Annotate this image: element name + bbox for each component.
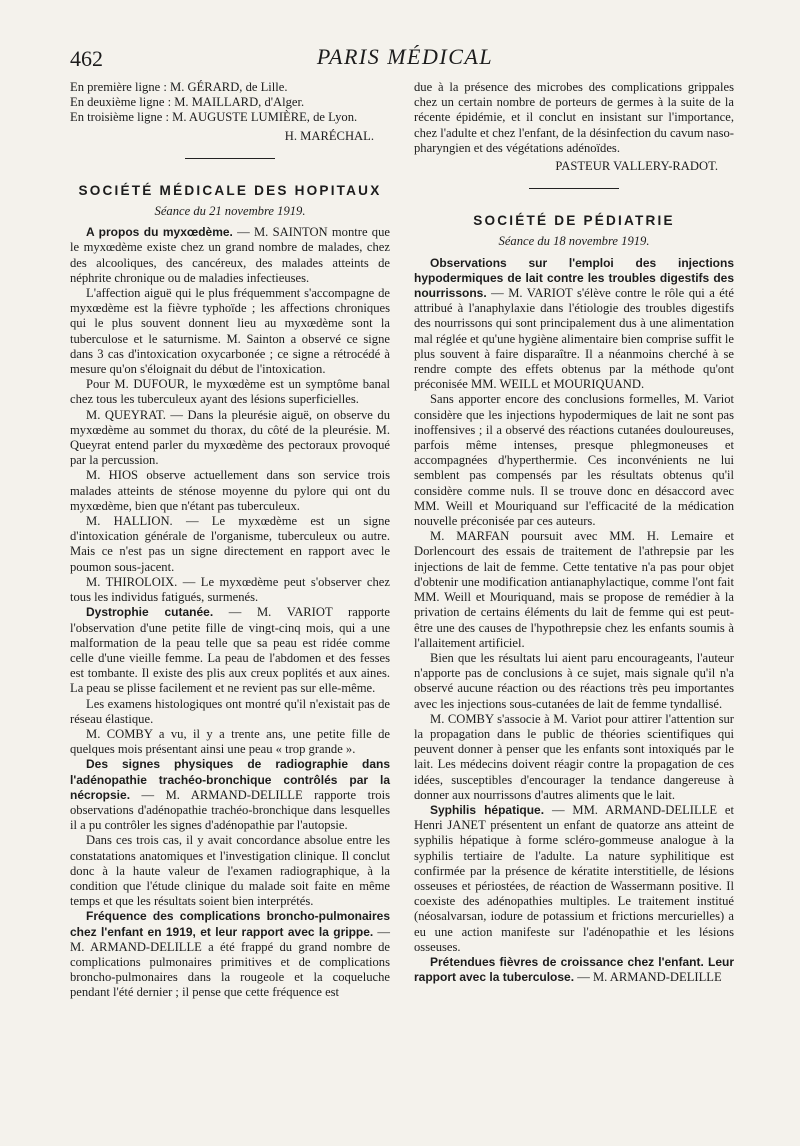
- paragraph-text: — M. VARIOT s'élève contre le rôle qui a été attribué à l'anaphylaxie dans l'étiologie des troubles digestifs des nourrissons qui sont principalement dus à une alimentation mal réglée et qu'une hygiène alimentaire bien comprise suffit le plus souvent à faire disparaître. Il a néanmoins cherché à se rendre compte des effets obtenus par la méthode qu'ont préconisée MM. WEILL et MOURIQUAND.: [414, 286, 734, 392]
- section-signature: PASTEUR VALLERY-RADOT.: [555, 159, 718, 174]
- prize-second: En deuxième ligne : M. MAILLARD, d'Alger.: [70, 95, 305, 110]
- paragraph-text: M. MARFAN poursuit avec MM. H. Lemaire et Dorlencourt des essais de traitement de l'athrepsie par les injections de lait de femme. Cette tentative n'a pas pour objet d'obtenir une modification antianaphylactique, comme l'ont fait MM. Weill et Mouriquand, mais se propose de remédier à la privation de certains éléments du lait de femme qui est peut-être une des causes de l'hypothrepsie chez les enfants soumis à l'allaitement artificiel.: [414, 529, 734, 650]
- paragraph: [70, 225, 390, 286]
- paragraph-heading: Des signes physiques de radiographie dans l'adénopathie trachéo-bronchique contrôlés par la nécropsie.: [70, 757, 390, 802]
- paragraph-text: M. HIOS observe actuellement dans son service trois malades atteints de sténose moyenne du pylore qui ont du myxœdème, bien que n'étant pas tuberculeux.: [70, 468, 390, 513]
- section-divider: [529, 188, 619, 189]
- paragraph: [70, 286, 390, 377]
- paragraph-text: — M. ARMAND-DELILLE a été frappé du grand nombre de complications pulmonaires primitives et de complications broncho-pulmonaires dans la rougeole et la coqueluche pendant l'été dernier ; il pense que cette fréquence est: [70, 924, 390, 1000]
- paragraph-text: M. THIROLOIX. — Le myxœdème peut s'observer chez tous les individus fatigués, surmenés.: [70, 574, 390, 605]
- paragraph: [414, 651, 734, 712]
- prize-first: En première ligne : M. GÉRARD, de Lille.: [70, 80, 288, 94]
- paragraph: [70, 605, 390, 696]
- paragraph-text: M. HALLION. — Le myxœdème est un signe d'intoxication générale de l'organisme, tuberculeux ou autre. Mais ce n'est pas un signe directement en rapport avec le poumon sous-jacent.: [70, 514, 390, 574]
- paragraph: [414, 256, 734, 393]
- paragraph: [70, 575, 390, 605]
- paragraph: [70, 408, 390, 469]
- paragraph: [70, 377, 390, 407]
- paragraph: [70, 514, 390, 575]
- paragraph: [414, 80, 734, 156]
- paragraph-heading: Fréquence des complications broncho-pulmonaires chez l'enfant en 1919, et leur rapport avec la grippe.: [70, 909, 390, 939]
- journal-title: PARIS MÉDICAL: [316, 44, 494, 69]
- page-header: [70, 44, 740, 78]
- paragraph: [414, 392, 734, 529]
- prize-third: En troisième ligne : M. AUGUSTE LUMIÈRE, de Lyon.: [70, 110, 358, 125]
- paragraph-text: — M. ARMAND-DELILLE rapporte trois observations d'adénopathie trachéo-bronchique dans lesquelles il a pu contrôler les signes d'adénopathie par l'autopsie.: [70, 787, 390, 833]
- paragraph: [70, 909, 390, 1000]
- paragraph-text: M. COMBY a vu, il y a trente ans, une petite fille de quelques mois présentant ainsi une peau « trop grande ».: [70, 726, 390, 757]
- paragraph: [414, 712, 734, 803]
- paragraph-heading: Observations sur l'emploi des injections hypodermiques de lait contre les troubles digestifs des nourrissons.: [414, 255, 734, 301]
- paragraph: [70, 757, 390, 833]
- paragraph: [70, 727, 390, 757]
- paragraph: [70, 697, 390, 727]
- paragraph-heading: Prétendues fièvres de croissance chez l'enfant. Leur rapport avec la tuberculose.: [414, 954, 734, 985]
- paragraph: [414, 803, 734, 955]
- right-column: [414, 80, 734, 985]
- paragraph-text: Bien que les résultats lui aient paru encourageants, l'auteur n'apporte pas de conclusions à ce sujet, mais signale qu'il n'a observé aucune réaction ou des réactions très peu importantes avec les injections sous-cutanées de lait de femme tyndallisé.: [414, 650, 734, 711]
- section-divider: [185, 158, 275, 159]
- section-title: SOCIÉTÉ MÉDICALE DES HOPITAUX: [78, 182, 382, 198]
- prizes-signature: H. MARÉCHAL.: [284, 128, 374, 143]
- paragraph-heading: Syphilis hépatique.: [430, 802, 545, 817]
- paragraph-text: Sans apporter encore des conclusions formelles, M. Variot considère que les injections hypodermiques de lait ne sont pas inoffensives ; il a observé des réactions cutanées douloureuses, parfois même intenses, presque phlegmoneuses et accompagnées d'hyperthermie. Ces inconvénients ne lui semblent pas compensés par les résultats obtenus qu'il considère comme nuls. Il se trouve donc en désaccord avec MM. Weill et Mouriquand sur l'efficacité de la médication nouvelle préconisée par ces auteurs.: [414, 392, 734, 529]
- paragraph-text: Pour M. DUFOUR, le myxœdème est un symptôme banal chez tous les tuberculeux ayant des lésions superficielles.: [70, 377, 390, 407]
- page-number: 462: [70, 46, 103, 71]
- prize-list: [70, 80, 390, 126]
- paragraph: [70, 468, 390, 514]
- paragraph-text: M. QUEYRAT. — Dans la pleurésie aiguë, on observe du myxœdème au sommet du thorax, du côté de la pleurésie. M. Queyrat entend parler du myxœdème des pectoraux provoqué par la percussion.: [70, 407, 390, 468]
- left-column: [70, 80, 390, 1001]
- paragraph-text: — M. VARIOT rapporte l'observation d'une petite fille de vingt-cinq mois, qui a une malformation de la peau telle que sa peau est ridée comme celle d'une vieille femme. La peau de l'abdomen et des fesses est tombante. Il existe des plis aux creux poplités et aux aines. La peau se plisse facilement et ne revient pas sur elle-même.: [70, 605, 391, 696]
- paragraph: [414, 529, 734, 651]
- session-date: Séance du 18 novembre 1919.: [498, 234, 650, 249]
- paragraph-text: Dans ces trois cas, il y avait concordance absolue entre les constatations anatomiques et l'investigation clinique. Il conclut donc à la haute valeur de l'examen radiographique, à la condition que l'étude clinique du malade soit faite en même temps et que les résultats soient bien interprétés.: [70, 833, 390, 909]
- paragraph-text: L'affection aiguë qui le plus fréquemment s'accompagne de myxœdème est la fièvre typhoïde ; les affections chroniques qui le plus souvent donnent lieu au myxœdème sont la tuberculose et le saturnisme. M. Sainton a observé ce signe dans 3 cas d'intoxication oxycarbonée ; ce signe a rétrocédé à mesure qu'on s'éloignait du début de l'intoxication.: [70, 286, 390, 377]
- section-title: SOCIÉTÉ DE PÉDIATRIE: [473, 213, 675, 229]
- paragraph-heading: A propos du myxœdème.: [86, 225, 233, 240]
- paragraph-text: — M. ARMAND-DELILLE: [574, 970, 722, 985]
- paragraph-text: due à la présence des microbes des complications grippales chez un certain nombre de porteurs de germes à la suite de la récente épidémie, et il conclut en insistant sur l'importance, chez l'adulte et chez l'enfant, de la désinfection du cavum naso-pharyngien et des végétations adénoïdes.: [414, 80, 734, 155]
- paragraph-text: — MM. ARMAND-DELILLE et Henri JANET présentent un enfant de quatorze ans atteint de syphilis hépatique à forme scléro-gommeuse analogue à la syphilis tertiaire de l'adulte. La nature syphilitique est confirmée par la présence de kératite interstitielle, de lésions osseuses et périostées, de réaction de Wassermann positive. Il coexiste des adénopathies multiples. Le traitement institué (néosalvarsan, iodure de potassium et frictions mercurielles) a eu une action manifeste sur l'adénopathie et les lésions osseuses.: [414, 802, 734, 954]
- paragraph-text: — M. SAINTON montre que le myxœdème existe chez un grand nombre de malades, chez des alcooliques, des cancéreux, des malades atteints de néphrite chronique ou de maladies infectieuses.: [70, 225, 390, 285]
- paragraph-heading: Dystrophie cutanée.: [86, 605, 214, 620]
- paragraph-text: M. COMBY s'associe à M. Variot pour attirer l'attention sur la propagation dans le public de théories scientifiques qui peuvent donner à penser que les enfants sont intoxiqués par le lait. Les médecins doivent réagir contre la propagation de ces idées, susceptibles d'encourager la tendance dangereuse à donner aux nourrissons d'autres aliments que le lait.: [414, 711, 734, 802]
- paragraph-text: Les examens histologiques ont montré qu'il n'existait pas de réseau élastique.: [70, 696, 390, 726]
- paragraph: [414, 955, 734, 985]
- session-date: Séance du 21 novembre 1919.: [154, 204, 306, 219]
- paragraph: [70, 833, 390, 909]
